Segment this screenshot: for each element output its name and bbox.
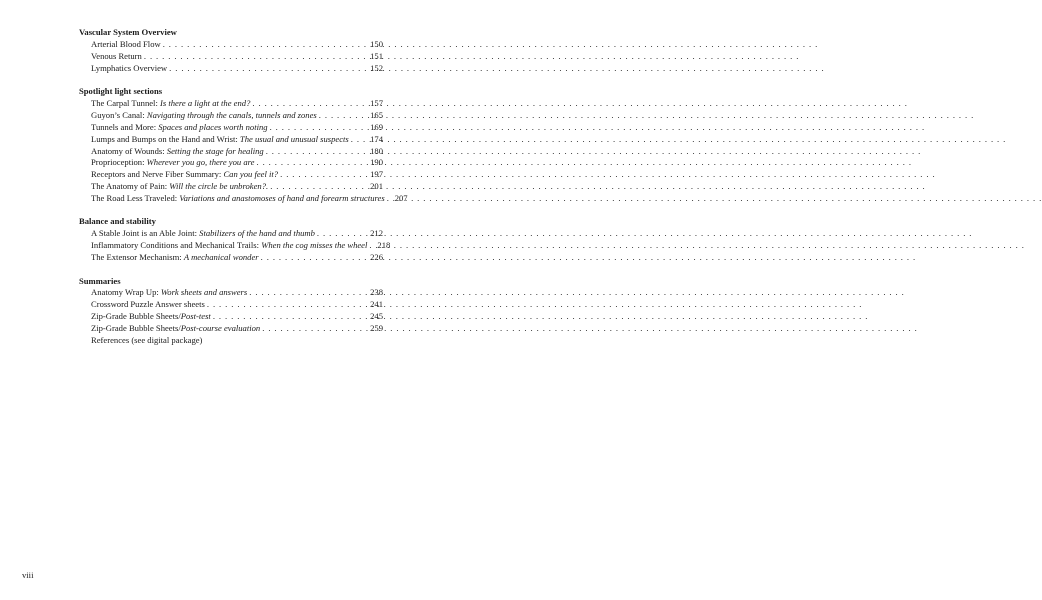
entry-title	[91, 311, 211, 323]
entry-title	[91, 240, 367, 252]
entry-title	[91, 122, 268, 134]
dot-leader	[260, 323, 370, 335]
entry-page-number: 259	[370, 323, 383, 334]
entry-page-number: 150	[370, 38, 383, 49]
entry-main-title: The Carpal Tunnel:	[91, 97, 160, 108]
entry-main-title: Venous Return	[91, 50, 142, 61]
entry-subtitle: Wherever you go, there you are	[146, 157, 255, 168]
entry-page-number: 201	[370, 181, 383, 192]
entry-page-number: 157	[370, 97, 383, 108]
dot-leader	[205, 299, 370, 311]
entry-title	[91, 146, 264, 158]
entry-main-title: The Extensor Mechanism:	[91, 252, 184, 263]
entry-page-number: 197	[370, 169, 383, 180]
entry-subtitle: A mechanical wonder	[183, 252, 259, 263]
entry-page-number: 241	[370, 299, 383, 310]
dot-leader	[259, 252, 370, 264]
entry-title	[91, 287, 247, 299]
entry-subtitle: Work sheets and answers	[160, 287, 248, 298]
toc-entry[interactable]	[79, 98, 383, 110]
table-of-contents	[79, 27, 408, 358]
entry-main-title: The Road Less Traveled:	[91, 193, 180, 204]
toc-entry[interactable]	[79, 169, 383, 181]
entry-main-title: A Stable Joint is an Able Joint:	[91, 228, 200, 239]
entry-title	[91, 228, 315, 240]
entry-subtitle: Variations and anastomoses of hand and forearm structures	[179, 193, 385, 204]
dot-leader	[385, 193, 395, 205]
page-number-folio: viii	[22, 570, 34, 580]
dot-leader	[247, 287, 370, 299]
dot-leader	[211, 311, 370, 323]
dot-leader	[315, 228, 370, 240]
entry-main-title: Inflammatory Conditions and Mechanical Trails:	[91, 240, 262, 251]
dot-leader	[264, 146, 370, 158]
toc-section	[79, 86, 408, 205]
toc-section	[79, 27, 383, 75]
toc-entry[interactable]	[79, 110, 383, 122]
toc-entry[interactable]	[79, 39, 383, 51]
entry-main-title: Guyon’s Canal:	[91, 109, 147, 120]
entry-title	[91, 51, 142, 63]
entry-page-number: 218	[377, 240, 391, 251]
entry-title	[91, 98, 250, 110]
entry-page-number: 180	[370, 145, 383, 156]
entry-title	[91, 63, 167, 75]
toc-entry[interactable]	[79, 51, 383, 63]
dot-leader	[278, 169, 370, 181]
entry-title	[91, 299, 205, 311]
dot-leader	[367, 240, 377, 252]
toc-entry[interactable]	[79, 157, 383, 169]
entry-title	[91, 157, 254, 169]
toc-entry[interactable]	[79, 252, 383, 264]
entry-subtitle: Will the circle be unbroken?.	[169, 181, 269, 192]
entry-page-number: 245	[370, 311, 383, 322]
entry-subtitle: Setting the stage for healing	[166, 145, 264, 156]
entry-page-number: 226	[370, 252, 383, 263]
entry-page-number: 207	[394, 193, 408, 204]
entry-subtitle: Stabilizers of the hand and thumb	[199, 228, 315, 239]
toc-entry[interactable]	[79, 335, 383, 347]
toc-entry[interactable]	[79, 134, 383, 146]
toc-entry[interactable]	[79, 181, 383, 193]
entry-main-title: The Anatomy of Pain:	[91, 181, 170, 192]
entry-page-number: 165	[370, 109, 383, 120]
toc-entry[interactable]	[79, 311, 383, 323]
dot-leader	[161, 39, 370, 51]
entry-main-title: References (see digital package)	[91, 334, 203, 345]
dot-leader	[142, 51, 370, 63]
dot-leader	[268, 122, 371, 134]
entry-title	[91, 323, 260, 335]
entry-subtitle: Spaces and places worth noting	[158, 121, 268, 132]
toc-entry[interactable]	[79, 228, 383, 240]
dot-leader	[167, 63, 370, 75]
entry-title	[91, 193, 385, 205]
dot-leader	[349, 134, 370, 146]
entry-title	[91, 169, 278, 181]
entry-page-number: 174	[370, 133, 383, 144]
dot-leader	[254, 157, 370, 169]
entry-subtitle: Can you feel it?	[223, 169, 279, 180]
section-heading: Vascular System Overview	[79, 27, 177, 37]
entry-main-title: Receptors and Nerve Fiber Summary:	[91, 169, 224, 180]
section-heading: Spotlight light sections	[79, 86, 163, 97]
entry-page-number: 212	[370, 228, 383, 239]
toc-entry[interactable]	[79, 240, 391, 252]
dot-leader	[317, 110, 370, 122]
entry-main-title: Zip-Grade Bubble Sheets/	[91, 311, 181, 322]
entry-main-title: Arterial Blood Flow	[91, 38, 161, 49]
entry-title	[91, 110, 317, 122]
entry-main-title: Crossword Puzzle Answer sheets	[91, 299, 205, 310]
toc-entry[interactable]	[79, 122, 383, 134]
section-heading: Balance and stability	[79, 216, 156, 227]
entry-title	[91, 134, 349, 146]
entry-title	[91, 335, 202, 347]
toc-entry[interactable]	[79, 193, 408, 205]
entry-subtitle: Post-course evaluation	[180, 323, 261, 334]
section-heading: Summaries	[79, 275, 121, 286]
entry-main-title: Proprioception:	[91, 157, 147, 168]
entry-title	[91, 181, 268, 193]
entry-page-number: 238	[370, 287, 383, 298]
entry-main-title: Lymphatics Overview	[91, 62, 168, 73]
toc-entry[interactable]	[79, 299, 383, 311]
entry-main-title: Lumps and Bumps on the Hand and Wrist:	[91, 133, 240, 144]
dot-leader	[268, 181, 370, 193]
entry-subtitle: The usual and unusual suspects	[239, 133, 349, 144]
entry-subtitle: Is there a light at the end?	[160, 97, 251, 108]
entry-page-number: 190	[370, 157, 383, 168]
entry-title	[91, 252, 259, 264]
toc-entry[interactable]	[79, 323, 383, 335]
entry-page-number: 169	[370, 121, 383, 132]
entry-title	[91, 39, 161, 51]
toc-section	[79, 276, 383, 347]
entry-subtitle: When the cog misses the wheel	[261, 240, 368, 251]
toc-entry[interactable]	[79, 63, 383, 75]
toc-section	[79, 216, 391, 264]
entry-main-title: Anatomy of Wounds:	[91, 145, 167, 156]
entry-subtitle: Post-test	[180, 311, 211, 322]
dot-leader	[250, 98, 370, 110]
entry-page-number: 152	[370, 62, 383, 73]
toc-entry[interactable]	[79, 146, 383, 158]
entry-main-title: Tunnels and More:	[91, 121, 159, 132]
entry-subtitle: Navigating through the canals, tunnels and zones	[146, 109, 317, 120]
toc-entry[interactable]	[79, 287, 383, 299]
entry-page-number: 151	[370, 50, 383, 61]
entry-main-title: Zip-Grade Bubble Sheets/	[91, 323, 181, 334]
entry-main-title: Anatomy Wrap Up:	[91, 287, 161, 298]
